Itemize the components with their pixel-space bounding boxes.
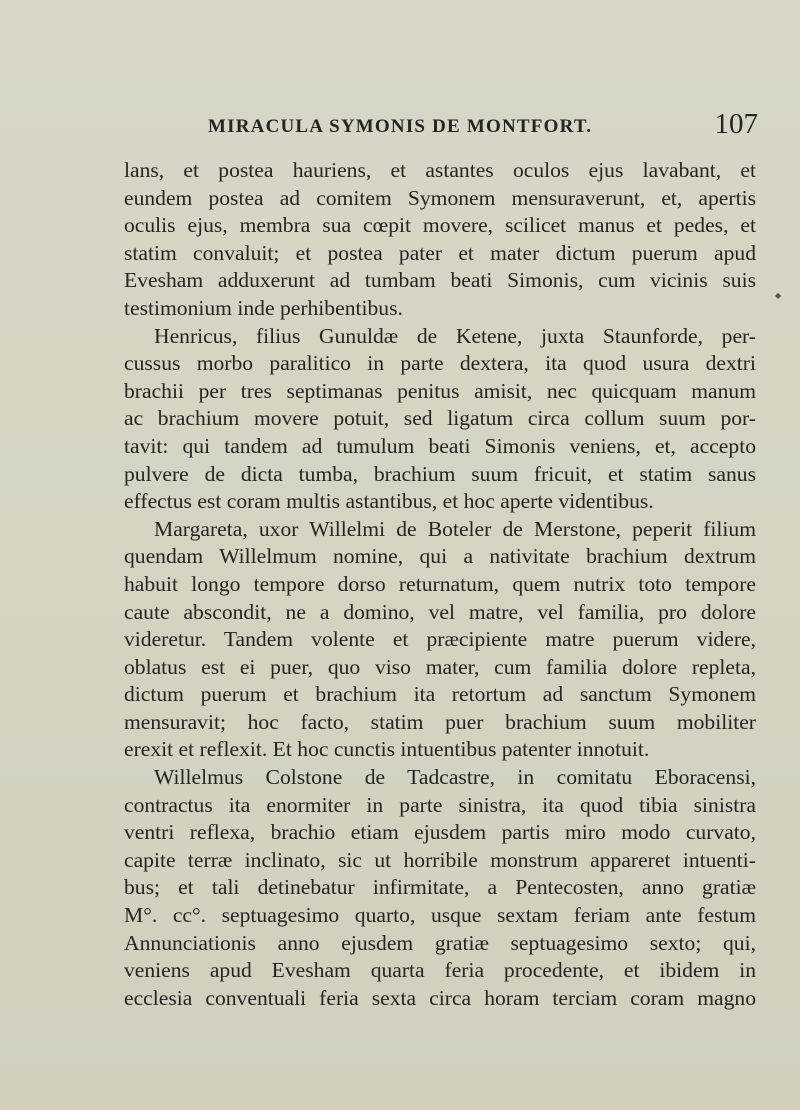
text-line: eundem postea ad comitem Symonem mensuraverunt, et, apertis: [124, 185, 756, 210]
text-line: veniens apud Evesham quarta feria procedente, et ibidem in: [124, 958, 756, 983]
text-line: statim convaluit; et postea pater et mater dictum puerum apud: [124, 240, 756, 265]
text-line: dictum puerum et brachium ita retortum ad sanctum Symonem: [124, 682, 756, 707]
text-line: contractus ita enormiter in parte sinistra, ita quod tibia sinistra: [124, 792, 756, 817]
paragraph-1: [124, 157, 756, 323]
body-text: [124, 157, 756, 1012]
text-line: M°. cc°. septuagesimo quarto, usque sextam feriam ante festum: [124, 903, 756, 928]
text-line: testimonium inde perhibentibus.: [124, 295, 403, 320]
text-line: effectus est coram multis astantibus, et hoc aperte videntibus.: [124, 489, 654, 514]
text-line: oblatus est ei puer, quo viso mater, cum familia dolore repleta,: [124, 654, 756, 679]
text-line: pulvere de dicta tumba, brachium suum fricuit, et statim sanus: [124, 461, 756, 486]
text-line: videretur. Tandem volente et præcipiente matre puerum videre,: [124, 627, 756, 652]
text-line: Evesham adduxerunt ad tumbam beati Simonis, cum vicinis suis: [124, 268, 756, 293]
page-number: 107: [714, 108, 758, 140]
text-line: quendam Willelmum nomine, qui a nativitate brachium dextrum: [124, 544, 756, 569]
running-head: [208, 106, 758, 146]
running-title: MIRACULA SYMONIS DE MONTFORT.: [208, 116, 593, 137]
text-line: ac brachium movere potuit, sed ligatum circa collum suum por-: [124, 406, 756, 431]
text-line: oculis ejus, membra sua cœpit movere, scilicet manus et pedes, et: [124, 213, 756, 238]
text-line: ecclesia conventuali feria sexta circa horam terciam coram magno: [124, 985, 756, 1010]
paragraph-4: [124, 764, 756, 1012]
text-line: erexit et reflexit. Et hoc cunctis intuentibus patenter innotuit.: [124, 737, 650, 762]
text-line: Margareta, uxor Willelmi de Boteler de Merstone, peperit filium: [154, 516, 756, 541]
text-line: mensuravit; hoc facto, statim puer brachium suum mobiliter: [124, 709, 756, 734]
paragraph-3: [124, 516, 756, 764]
text-line: caute abscondit, ne a domino, vel matre, vel familia, pro dolore: [124, 599, 756, 624]
text-line: tavit: qui tandem ad tumulum beati Simonis veniens, et, accepto: [124, 433, 756, 458]
text-line: cussus morbo paralitico in parte dextera, ita quod usura dextri: [124, 351, 756, 376]
paragraph-2: [124, 323, 756, 516]
margin-mark: ◆: [775, 291, 782, 300]
text-line: ventri reflexa, brachio etiam ejusdem partis miro modo curvato,: [124, 820, 756, 845]
text-line: Annunciationis anno ejusdem gratiæ septuagesimo sexto; qui,: [124, 930, 756, 955]
text-line: lans, et postea hauriens, et astantes oculos ejus lavabant, et: [124, 158, 756, 182]
text-line: Willelmus Colstone de Tadcastre, in comitatu Eboracensi,: [154, 765, 756, 790]
text-line: Henricus, filius Gunuldæ de Ketene, juxta Staunforde, per-: [154, 323, 756, 348]
text-line: brachii per tres septimanas penitus amisit, nec quicquam manum: [124, 378, 756, 403]
text-line: bus; et tali detinebatur infirmitate, a Pentecosten, anno gratiæ: [124, 875, 756, 900]
text-line: habuit longo tempore dorso returnatum, quem nutrix toto tempore: [124, 571, 756, 596]
text-line: capite terræ inclinato, sic ut horribile monstrum appareret intuenti-: [124, 847, 756, 872]
